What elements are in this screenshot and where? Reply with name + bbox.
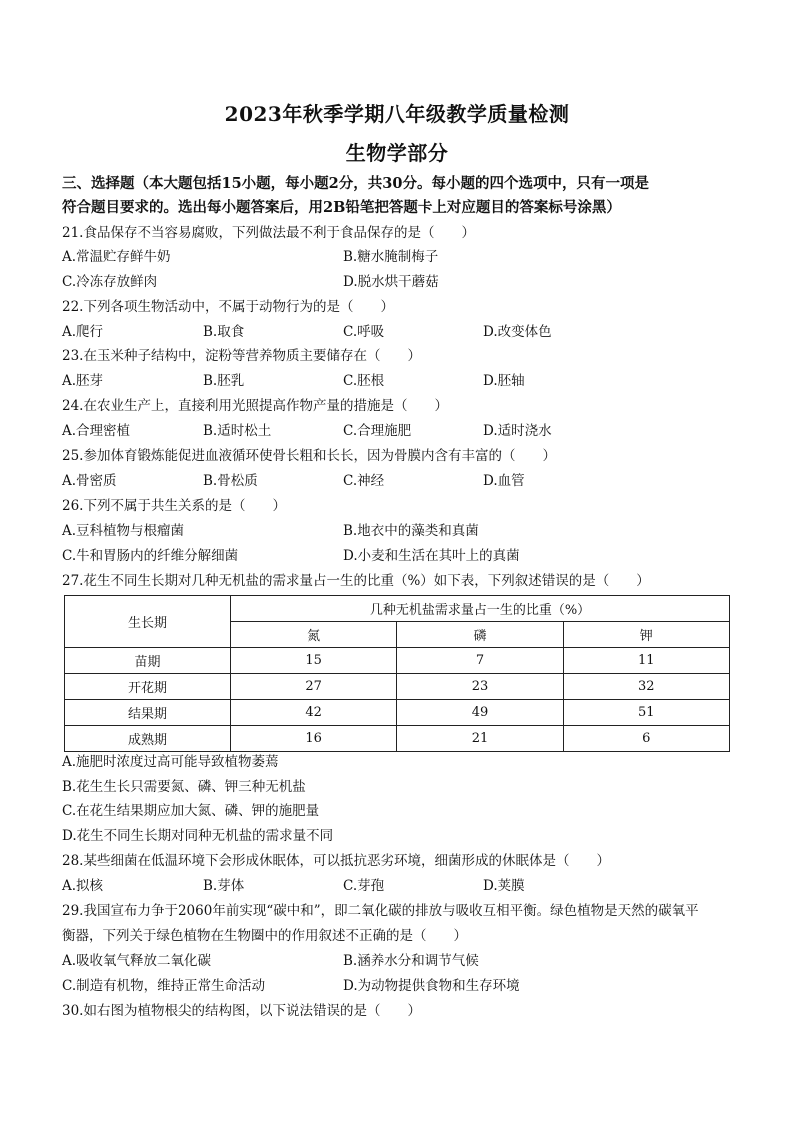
- q26-option-b: B.地衣中的藻类和真菌: [343, 523, 479, 539]
- table-row: [65, 648, 730, 674]
- table-cell: 51: [563, 700, 729, 726]
- q26-option-c: C.牛和胃肠内的纤维分解细菌: [62, 548, 239, 564]
- table-cell-stage: 开花期: [65, 674, 231, 700]
- table-cell: 23: [397, 674, 563, 700]
- question-21-stem: 21.食品保存不当容易腐败，下列做法最不利于食品保存的是（ ）: [62, 225, 475, 241]
- table-row: [65, 674, 730, 700]
- q27-option-c: C.在花生结果期应加大氮、磷、钾的施肥量: [62, 803, 320, 819]
- question-23-stem: 23.在玉米种子结构中，淀粉等营养物质主要储存在（ ）: [62, 348, 421, 364]
- table-cell: 32: [563, 674, 729, 700]
- q27-option-a: A.施肥时浓度过高可能导致植物萎蔫: [62, 754, 279, 770]
- q24-option-c: C.合理施肥: [343, 423, 412, 439]
- table-header-nitrogen: 氮: [231, 622, 397, 648]
- q29-option-d: D.为动物提供食物和生存环境: [343, 978, 520, 994]
- question-30-stem: 30.如右图为植物根尖的结构图，以下说法错误的是（ ）: [62, 1003, 421, 1019]
- q23-option-b: B.胚乳: [203, 373, 245, 389]
- q26-option-d: D.小麦和生活在其叶上的真菌: [343, 548, 520, 564]
- q22-option-c: C.呼吸: [343, 324, 385, 340]
- table-row: [65, 700, 730, 726]
- question-29-stem: 29.我国宣布力争于2060年前实现“碳中和”，即二氧化碳的排放与吸收互相平衡。绿色植物是天然的碳氧平: [62, 903, 699, 919]
- table-cell-stage: 苗期: [65, 648, 231, 674]
- table-cell: 7: [397, 648, 563, 674]
- q29-option-c: C.制造有机物，维持正常生命活动: [62, 978, 266, 994]
- q21-option-c: C.冷冻存放鲜肉: [62, 274, 158, 290]
- table-row: [65, 726, 730, 752]
- q25-option-b: B.骨松质: [203, 473, 258, 489]
- q26-option-a: A.豆科植物与根瘤菌: [62, 523, 185, 539]
- q24-option-a: A.合理密植: [62, 423, 131, 439]
- q25-option-c: C.神经: [343, 473, 385, 489]
- table-cell: 21: [397, 726, 563, 752]
- table-header-stage: 生长期: [65, 596, 231, 648]
- table-cell-stage: 结果期: [65, 700, 231, 726]
- exam-subtitle: 生物学部分: [345, 141, 449, 165]
- nutrient-table: [64, 595, 730, 752]
- table-cell: 11: [563, 648, 729, 674]
- q27-option-b: B.花生生长只需要氮、磷、钾三种无机盐: [62, 779, 306, 795]
- section-instructions-line2: 符合题目要求的。选出每小题答案后，用2B铅笔把答题卡上对应题目的答案标号涂黑）: [62, 199, 621, 216]
- question-26-stem: 26.下列不属于共生关系的是（ ）: [62, 498, 286, 514]
- question-29-stem-cont: 衡器，下列关于绿色植物在生物圈中的作用叙述不正确的是（ ）: [62, 928, 467, 944]
- table-header-phosphorus: 磷: [397, 622, 563, 648]
- table-header-group: 几种无机盐需求量占一生的比重（%）: [231, 596, 730, 622]
- exam-title: 2023年秋季学期八年级教学质量检测: [224, 102, 570, 126]
- q23-option-d: D.胚轴: [483, 373, 525, 389]
- q28-option-b: B.芽体: [203, 878, 245, 894]
- table-header-potassium: 钾: [563, 622, 729, 648]
- q29-option-a: A.吸收氧气释放二氧化碳: [62, 953, 212, 969]
- section-instructions-line1: 三、选择题（本大题包括15小题，每小题2分，共30分。每小题的四个选项中，只有一项是: [62, 175, 649, 192]
- q25-option-d: D.血管: [483, 473, 525, 489]
- question-22-stem: 22.下列各项生物活动中，不属于动物行为的是（ ）: [62, 299, 394, 315]
- q29-option-b: B.涵养水分和调节气候: [343, 953, 479, 969]
- table-cell: 27: [231, 674, 397, 700]
- q24-option-d: D.适时浇水: [483, 423, 552, 439]
- table-cell: 16: [231, 726, 397, 752]
- q22-option-b: B.取食: [203, 324, 245, 340]
- q21-option-d: D.脱水烘干蘑菇: [343, 274, 439, 290]
- table-cell: 6: [563, 726, 729, 752]
- q24-option-b: B.适时松土: [203, 423, 272, 439]
- q27-option-d: D.花生不同生长期对同种无机盐的需求量不同: [62, 828, 334, 844]
- table-cell: 15: [231, 648, 397, 674]
- table-cell: 49: [397, 700, 563, 726]
- question-28-stem: 28.某些细菌在低温环境下会形成休眠体，可以抵抗恶劣环境，细菌形成的休眠体是（ ）: [62, 853, 610, 869]
- table-cell: 42: [231, 700, 397, 726]
- q21-option-b: B.糖水腌制梅子: [343, 249, 439, 265]
- q22-option-d: D.改变体色: [483, 324, 552, 340]
- q22-option-a: A.爬行: [62, 324, 104, 340]
- q28-option-a: A.拟核: [62, 878, 104, 894]
- q28-option-d: D.荚膜: [483, 878, 525, 894]
- q23-option-c: C.胚根: [343, 373, 385, 389]
- q28-option-c: C.芽孢: [343, 878, 385, 894]
- question-27-stem: 27.花生不同生长期对几种无机盐的需求量占一生的比重（%）如下表，下列叙述错误的是（ ）: [62, 573, 650, 589]
- question-25-stem: 25.参加体育锻炼能促进血液循环使骨长粗和长长，因为骨膜内含有丰富的（ ）: [62, 448, 556, 464]
- q23-option-a: A.胚芽: [62, 373, 104, 389]
- q25-option-a: A.骨密质: [62, 473, 117, 489]
- question-24-stem: 24.在农业生产上，直接利用光照提高作物产量的措施是（ ）: [62, 398, 448, 414]
- table-cell-stage: 成熟期: [65, 726, 231, 752]
- q21-option-a: A.常温贮存鲜牛奶: [62, 249, 171, 265]
